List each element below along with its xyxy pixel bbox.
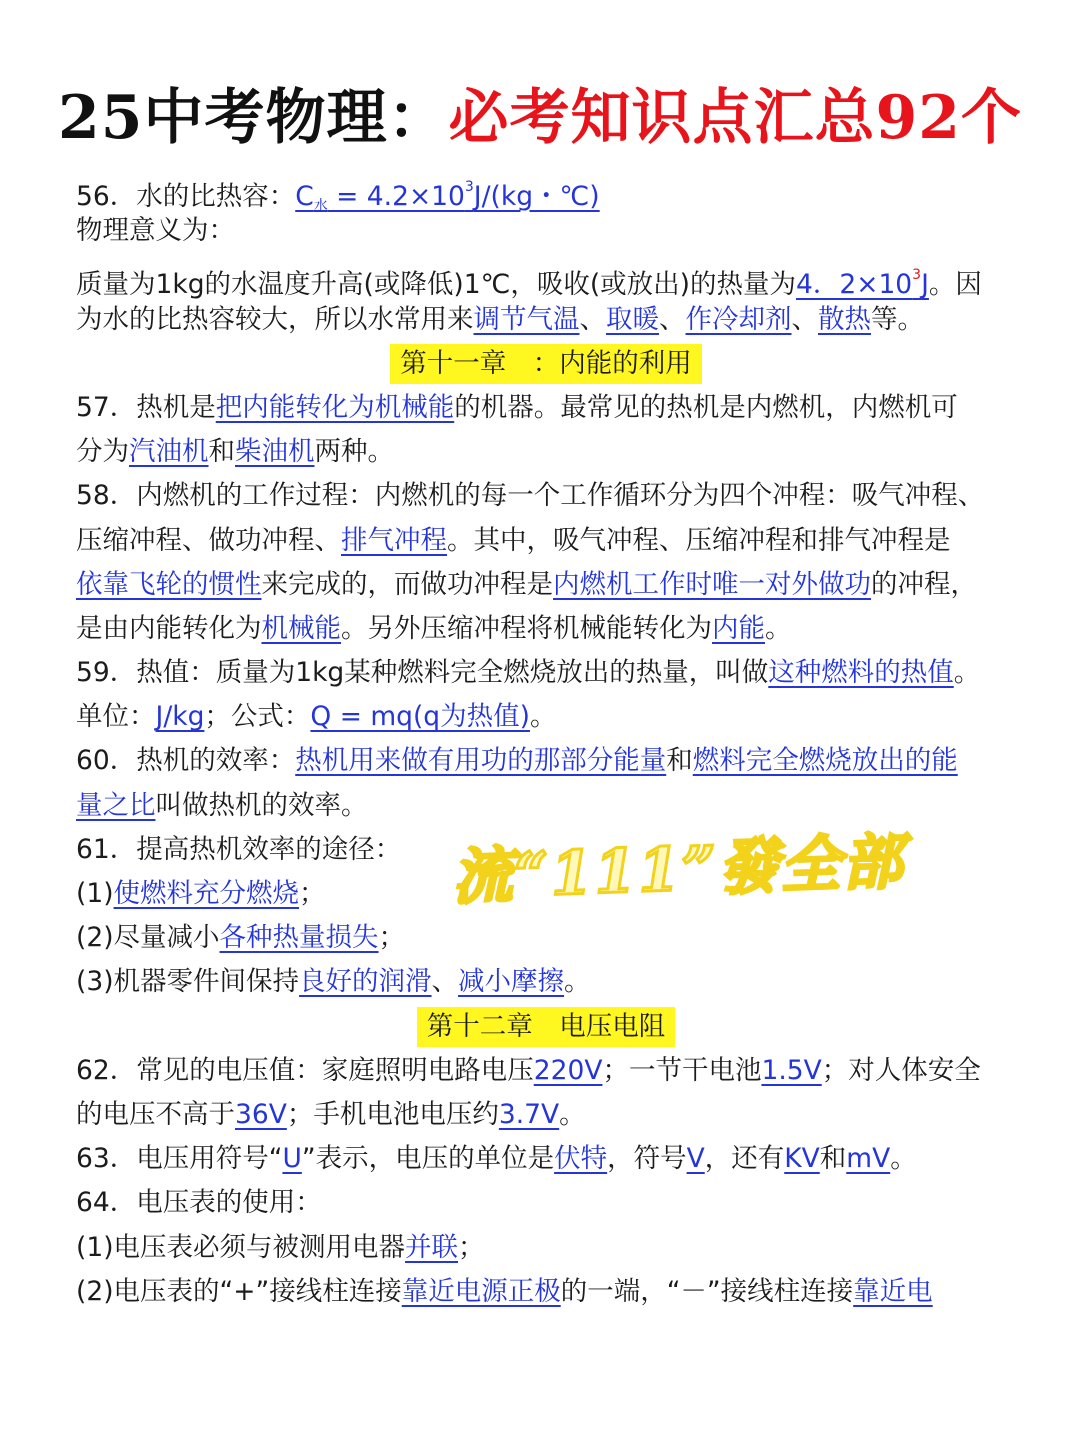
answer: 汽油机 (129, 436, 209, 468)
answer: 热机用来做有用功的那部分能量 (295, 745, 667, 777)
answer: 机械能 (261, 612, 341, 644)
answer: 排气冲程 (341, 524, 447, 556)
line-64-1: (1)电压表必须与被测用电器并联； (76, 1231, 485, 1263)
answer: 作冷却剂 (685, 303, 792, 335)
line-61-1: (1)使燃料充分燃烧； (76, 878, 326, 909)
line-61-3: (3)机器零件间保持良好的润滑、减小摩擦。 (76, 966, 591, 998)
answer: mV (846, 1143, 891, 1175)
answer: Q = mq(q为热值) (310, 701, 530, 733)
line-57b: 分为汽油机和柴油机两种。 (76, 436, 394, 468)
answer: 内能 (712, 612, 765, 644)
answer: 3.7V (498, 1098, 560, 1130)
line-58: 58．内燃机的工作过程：内燃机的每一个工作循环分为四个冲程：吸气冲程、 (76, 480, 985, 512)
answer: 内燃机工作时唯一对外做功 (553, 568, 871, 600)
chapter-12-heading: 第十二章 电压电阻 (76, 1005, 1016, 1049)
line-62: 62．常见的电压值：家庭照明电路电压220V；一节干电池1.5V；对人体安全 (76, 1054, 981, 1086)
answer-formula: $C_水 = 4.2\times 10^3J/(kg$・℃) (295, 179, 600, 214)
answer: 良好的润滑 (299, 966, 432, 998)
answer: 柴油机 (235, 436, 315, 468)
answer: 靠近电源正极 (401, 1275, 561, 1307)
line-58c: 依靠飞轮的惯性来完成的，而做功冲程是内燃机工作时唯一对外做功的冲程， (76, 568, 977, 600)
line-64-2: (2)电压表的“+”接线柱连接靠近电源正极的一端，“－”接线柱连接靠近电 (76, 1275, 933, 1307)
line-56: 56．水的比热容：$C_水 = 4.2\times 10^3J/(kg$・℃) (76, 179, 600, 214)
answer: 燃料完全燃烧放出的能 (692, 745, 958, 777)
line-58b: 压缩冲程、做功冲程、排气冲程。其中，吸气冲程、压缩冲程和排气冲程是 (76, 524, 951, 556)
answer: 并联 (405, 1231, 459, 1263)
line-64: 64．电压表的使用： (76, 1187, 322, 1219)
answer: J/kg (155, 701, 205, 733)
answer: 散热 (818, 303, 871, 335)
answer-heat: 4．$2\times 10^3J$ (796, 267, 929, 301)
title-highlight: 必考知识点汇总92个 (448, 83, 1022, 153)
line-59: 59．热值：质量为1kg某种燃料完全燃烧放出的热量，叫做这种燃料的热值。 (76, 657, 981, 689)
chapter-11-heading: 第十一章 ：内能的利用 (76, 342, 1016, 386)
line-61: 61．提高热机效率的途径： (76, 833, 402, 865)
line-heat: 质量为1kg的水温度升高(或降低)1℃，吸收(或放出)的热量为4．$2\times 10^3J$。因 (76, 267, 982, 301)
line-60: 60．热机的效率：热机用来做有用功的那部分能量和燃料完全燃烧放出的能 (76, 745, 958, 777)
line-57: 57．热机是把内能转化为机械能的机器。最常见的热机是内燃机，内燃机可 (76, 391, 958, 423)
answer: 减小摩擦 (458, 966, 565, 998)
answer: KV (784, 1143, 820, 1175)
line-63: 63．电压用符号“U”表示，电压的单位是伏特，符号V，还有KV和mV。 (76, 1143, 917, 1175)
answer: 依靠飞轮的惯性 (76, 568, 262, 600)
answer: 1.5V (761, 1054, 822, 1086)
answer: 伏特 (554, 1143, 608, 1175)
answer: 使燃料充分燃烧 (113, 878, 300, 909)
title-prefix: 25中考物理： (58, 83, 449, 153)
page-title (0, 78, 1080, 158)
watermark-text: 流“111”發全部 (451, 827, 906, 913)
line-58d: 是由内能转化为机械能。另外压缩冲程将机械能转化为内能。 (76, 612, 792, 644)
answer: 220V (533, 1054, 603, 1086)
answer: 靠近电 (853, 1275, 933, 1307)
answer: V (686, 1143, 705, 1175)
answer: 这种燃料的热值 (768, 657, 954, 689)
line-59b: 单位：J/kg；公式：Q = mq(q为热值)。 (76, 701, 557, 733)
document-body (76, 165, 1016, 1314)
answer: 调节气温 (473, 303, 580, 335)
answer: U (282, 1143, 302, 1175)
line-60b: 量之比叫做热机的效率。 (76, 789, 368, 821)
line-62b: 的电压不高于36V；手机电池电压约3.7V。 (76, 1098, 586, 1130)
answer: 取暖 (606, 303, 659, 335)
answer: 各种热量损失 (219, 922, 379, 954)
answer: 36V (235, 1098, 287, 1130)
line-meaning: 物理意义为： (76, 215, 235, 247)
line-uses: 为水的比热容较大，所以水常用来调节气温、取暖、作冷却剂、散热等。 (76, 303, 924, 335)
answer: 把内能转化为机械能 (215, 391, 455, 423)
answer: 量之比 (76, 789, 156, 821)
line-61-2: (2)尽量减小各种热量损失； (76, 922, 406, 954)
